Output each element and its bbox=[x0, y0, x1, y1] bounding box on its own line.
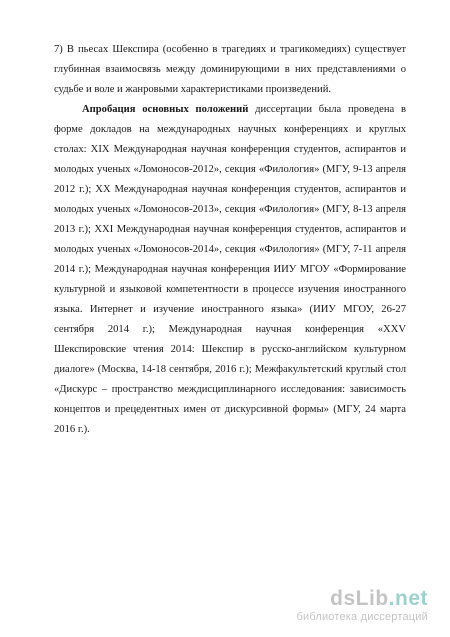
approbation-heading: Апробация основных положений bbox=[82, 104, 249, 115]
logo-main: dsLib bbox=[330, 587, 389, 610]
document-body bbox=[54, 40, 406, 440]
approbation-text: диссертации была проведена в форме докладов на международных научных конференциях и круглых столах: XIX Международная научная конференция студентов, аспирантов и молодых ученых «Ломоносов-2012», секция «Филология» (МГУ, 9-13 апреля 2012 г.); XX Международная научная конференция студентов, аспирантов и молодых ученых «Ломоносов-2013», секция «Филология» (МГУ, 8-13 апреля 2013 г.); XXI Международная научная конференция студентов, аспирантов и молодых ученых «Ломоносов-2014», секция «Филология» (МГУ, 7-11 апреля 2014 г.); Международная научная конференция ИИУ МГОУ «Формирование культурной и языковой компетентности в процессе изучения иностранного языка. Интернет и изучение иностранного языка» (ИИУ МГОУ, 26-27 сентября 2014 г.); Международная научная конференция «XXV Шекспировские чтения 2014: Шекспир в русско-английском культурном диалоге» (Москва, 14-18 сентября, 2016 г.); Межфакультетский круглый стол «Дискурс – пространство междисциплинарного исследования: зависимость концептов и прецедентных имен от дискурсивной формы» (МГУ, 24 марта 2016 г.). bbox=[54, 104, 406, 435]
logo-suffix: .net bbox=[388, 587, 428, 610]
dslib-watermark bbox=[296, 588, 428, 623]
watermark-tagline: библиотека диссертаций bbox=[296, 611, 428, 623]
paragraph-approbation bbox=[54, 100, 406, 440]
paragraph-conclusion-7: 7) В пьесах Шекспира (особенно в трагедиях и трагикомедиях) существует глубинная взаимосвязь между доминирующими в них представлениями о судьбе и воле и жанровыми характеристиками произведений. bbox=[54, 44, 406, 95]
dslib-logo bbox=[296, 588, 428, 610]
